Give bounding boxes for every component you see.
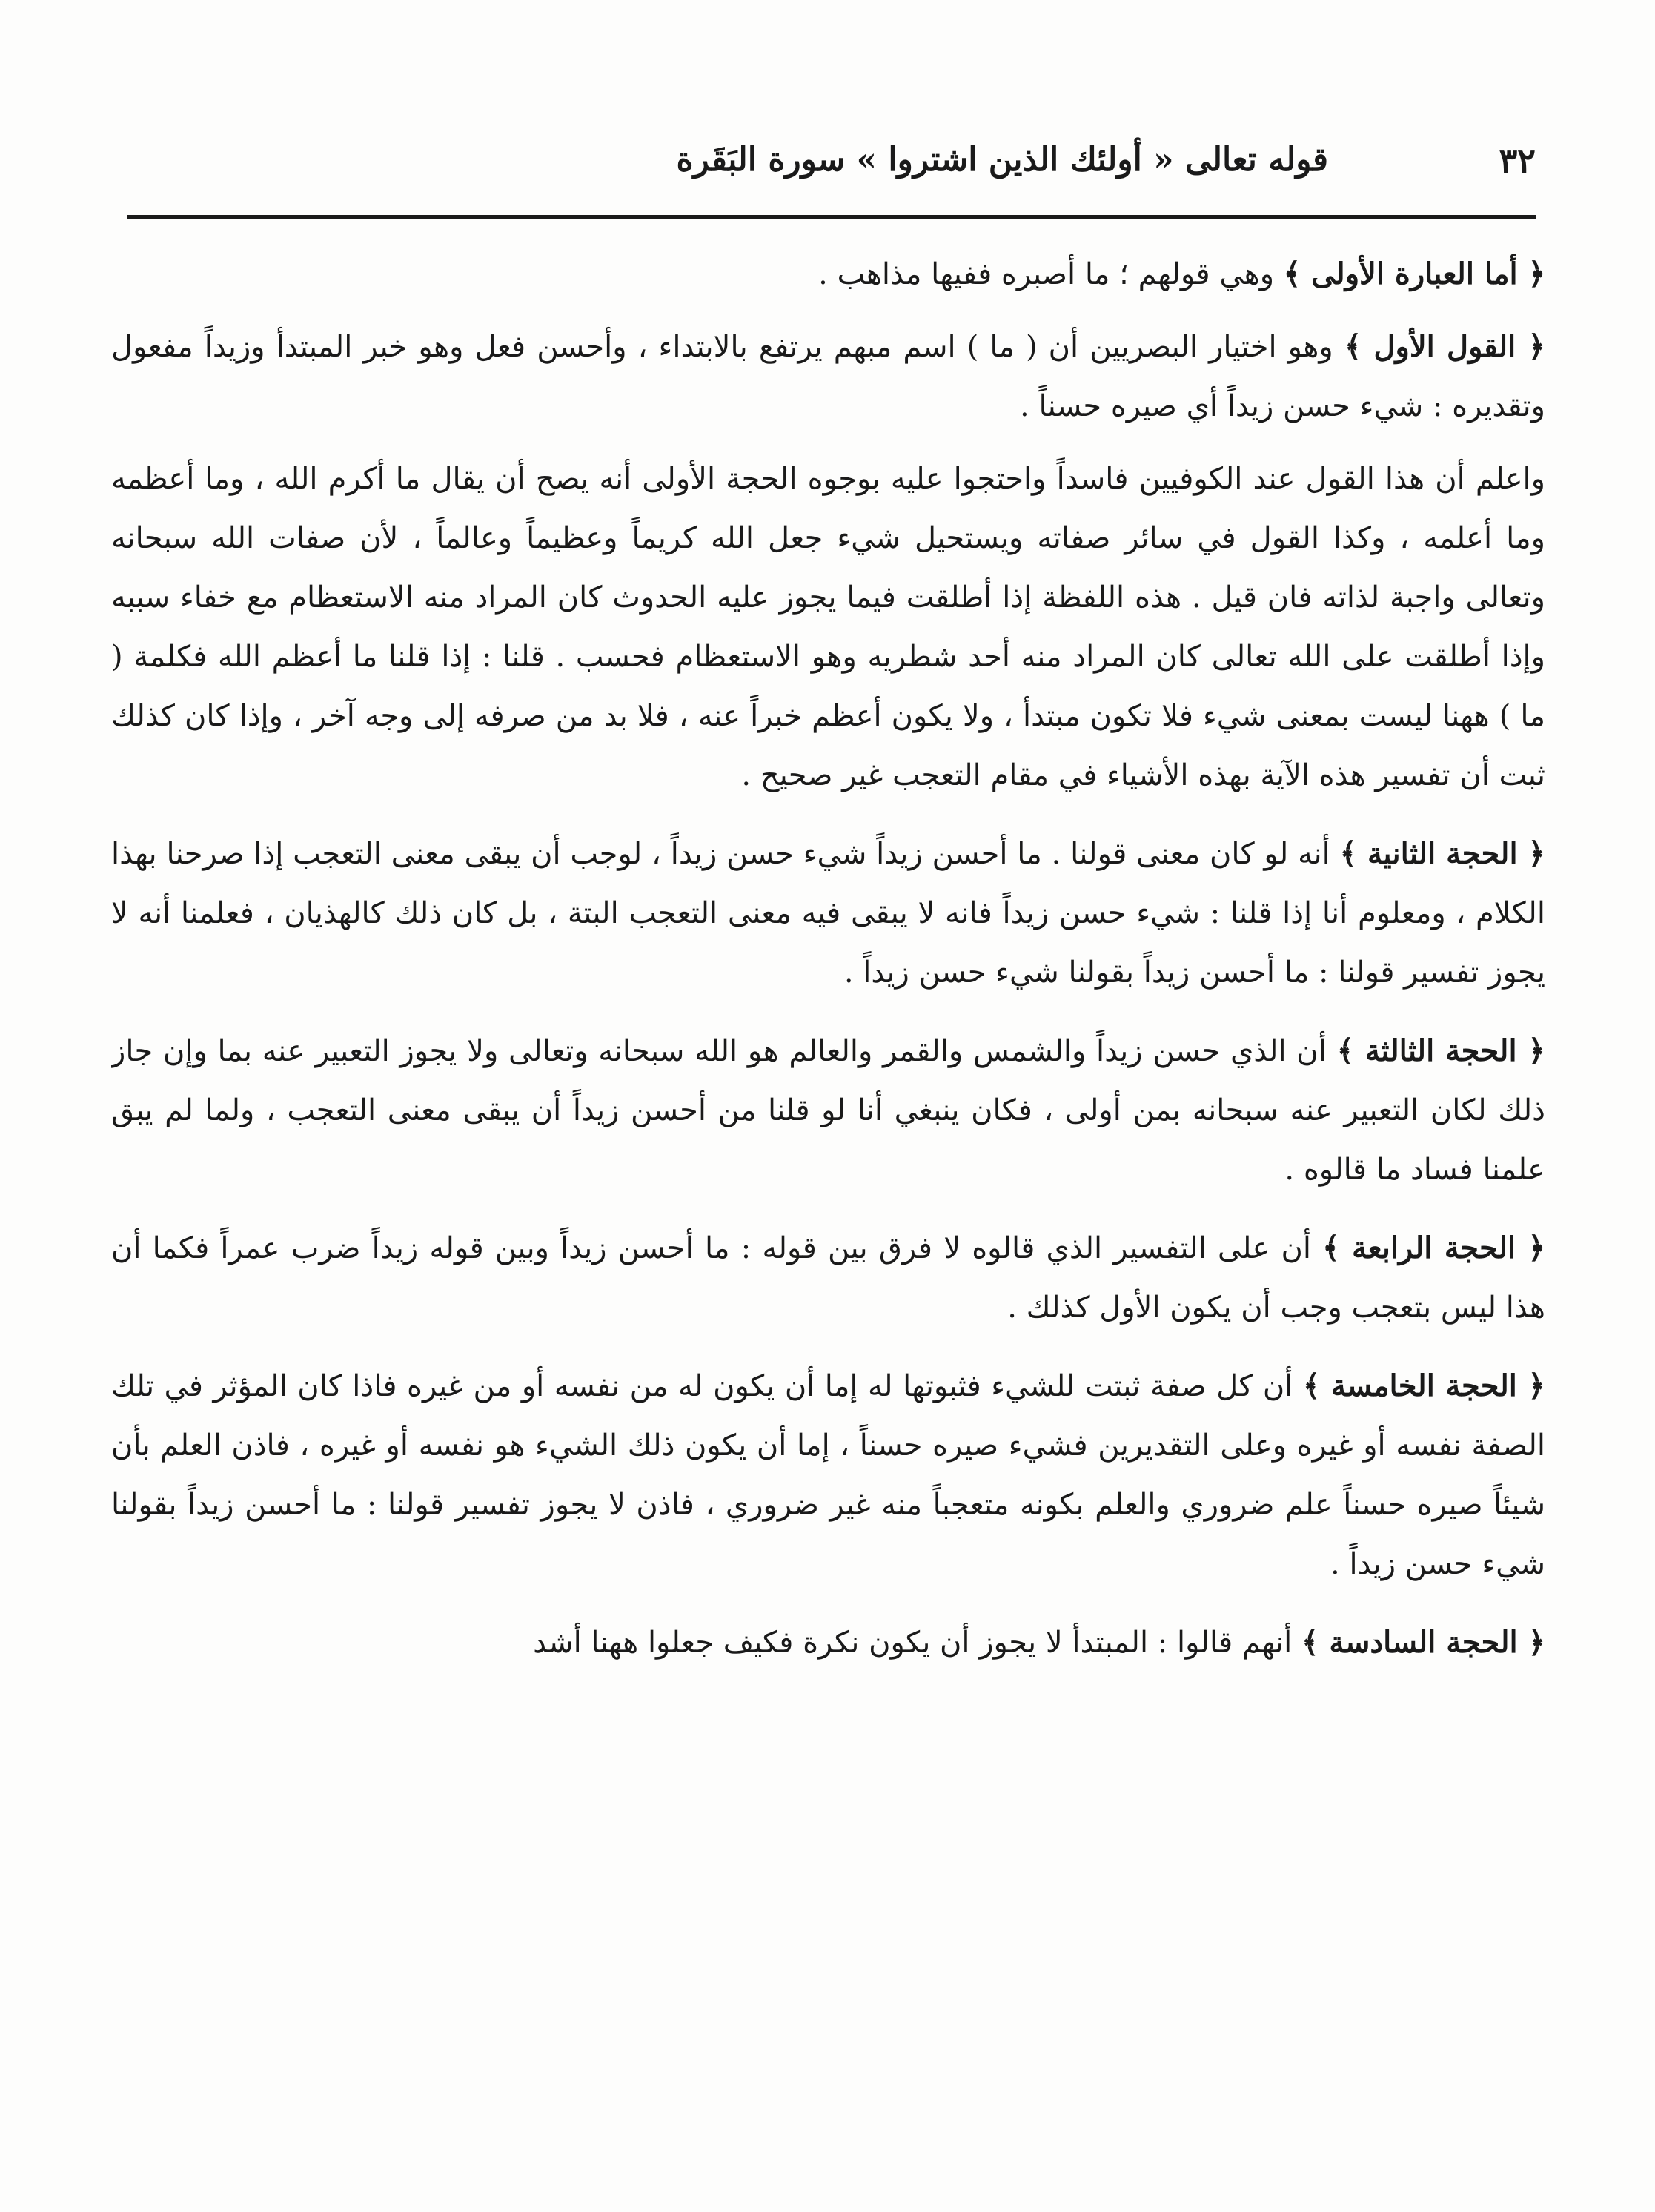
paragraph-heading: ﴿ القول الأول ﴾	[1344, 329, 1545, 364]
paragraph-heading: ﴿ أما العبارة الأولى ﴾	[1283, 256, 1545, 291]
paragraph	[111, 824, 1545, 1002]
paragraph-heading: ﴿ الحجة الثانية ﴾	[1339, 836, 1545, 871]
paragraph	[111, 449, 1545, 805]
paragraph-text: أنهم قالوا : المبتدأ لا يجوز أن يكون نكرة فكيف جعلوا ههنا أشد	[533, 1626, 1302, 1660]
paragraph	[111, 317, 1545, 436]
paragraph-text: أنه لو كان معنى قولنا . ما أحسن زيداً شيء حسن زيداً ، لوجب أن يبقى معنى التعجب إذا صرحنا بهذا الكلام ، ومعلوم أنا إذا قلنا : شيء حسن زيداً فانه لا يبقى فيه معنى التعجب البتة ، بل كان ذلك كالهذيان ، فعلمنا أنه لا يجوز تفسير قولنا : ما أحسن زيداً بقولنا شيء حسن زيداً .	[111, 837, 1545, 990]
paragraph-text: وهو اختيار البصريين أن ( ما ) اسم مبهم يرتفع بالابتداء ، وأحسن فعل وهو خبر المبتدأ وزيداً مفعول وتقديره : شيء حسن زيداً أي صيره حسناً .	[111, 330, 1545, 423]
paragraph-text: واعلم أن هذا القول عند الكوفيين فاسداً واحتجوا عليه بوجوه الحجة الأولى أنه يصح أن يقال ما أكرم الله ، وما أعظمه وما أعلمه ، وكذا القول في سائر صفاته ويستحيل شيء جعل الله كريماً وعظيماً وعالماً ، لأن صفات الله سبحانه وتعالى واجبة لذاته فان قيل . هذه اللفظة إذا أطلقت فيما يجوز عليه الحدوث كان المراد منه الاستعظام مع خفاء سببه وإذا أطلقت على الله تعالى كان المراد منه أحد شطريه وهو الاستعظام فحسب . قلنا : إذا قلنا ما أعظم الله فكلمة ( ما ) ههنا ليست بمعنى شيء فلا تكون مبتدأ ، ولا يكون أعظم خبراً عنه ، فلا بد من صرفه إلى وجه آخر ، وإذا كان كذلك ثبت أن تفسير هذه الآية بهذه الأشياء في مقام التعجب غير صحيح .	[111, 462, 1545, 792]
paragraph-text: أن كل صفة ثبتت للشيء فثبوتها له إما أن يكون له من نفسه أو من غيره فاذا كان المؤثر في تلك الصفة نفسه أو غيره وعلى التقديرين فشيء صيره حسناً ، إما أن يكون ذلك الشيء هو نفسه أو غيره ، فاذن العلم بأن شيئاً صيره حسناً علم ضروري والعلم بكونه متعجباً منه غير ضروري ، فاذن لا يجوز تفسير قولنا : ما أحسن زيداً بقولنا شيء حسن زيداً .	[111, 1369, 1545, 1581]
body-text	[111, 245, 1545, 2172]
running-title: قوله تعالى « أولئك الذين اشتروا » سورة البَقَرة	[676, 141, 1328, 179]
paragraph	[111, 1219, 1545, 1337]
paragraph-heading: ﴿ الحجة الخامسة ﴾	[1302, 1368, 1545, 1403]
paragraph-text: أن على التفسير الذي قالوه لا فرق بين قوله : ما أحسن زيداً وبين قوله زيداً ضرب عمراً فكما أن هذا ليس بتعجب وجب أن يكون الأول كذلك .	[111, 1231, 1545, 1325]
running-header	[127, 133, 1536, 208]
paragraph-heading: ﴿ الحجة الثالثة ﴾	[1336, 1033, 1545, 1068]
paragraph-heading: ﴿ الحجة السادسة ﴾	[1301, 1625, 1545, 1660]
paragraph-text: أن الذي حسن زيداً والشمس والقمر والعالم هو الله سبحانه وتعالى ولا يجوز التعبير عنه بما وإن جاز ذلك لكان التعبير عنه سبحانه بمن أولى ، فكان ينبغي أنا لو قلنا من أحسن زيداً أن يبقى معنى التعجب ، ولما لم يبق علمنا فساد ما قالوه .	[111, 1034, 1545, 1187]
paragraph-heading: ﴿ الحجة الرابعة ﴾	[1322, 1231, 1545, 1265]
paragraph	[111, 1021, 1545, 1199]
paragraph-text: وهي قولهم ؛ ما أصبره ففيها مذاهب .	[818, 257, 1284, 291]
paragraph	[111, 245, 1545, 304]
paragraph	[111, 1357, 1545, 1594]
header-divider	[127, 215, 1536, 219]
page-number: ٣٢	[1499, 141, 1536, 181]
paragraph	[111, 1613, 1545, 1672]
